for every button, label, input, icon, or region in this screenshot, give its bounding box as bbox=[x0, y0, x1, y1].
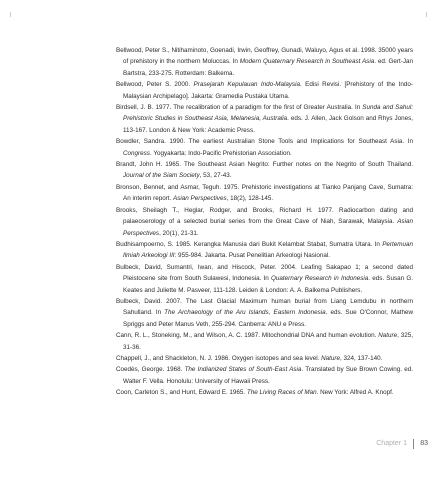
page-footer bbox=[340, 438, 430, 450]
chapter-label: Chapter 1 bbox=[376, 440, 407, 447]
reference-title-italic: Quaternary Research in Indonesia bbox=[271, 275, 369, 283]
reference-title-italic: Journal of the Siam Society bbox=[123, 172, 200, 180]
reference-text: Budhisampoerno, S. 1985. Kerangka Manusia dari Bukit Kelambat Stabat, Sumatra Utara. In bbox=[116, 240, 383, 248]
reference-text: . ed. Gert-Jan Bartstra, 233-275. Rotterdam: Balkema. bbox=[123, 58, 413, 77]
reference-text: Brandt, John H. 1965. The Southeast Asian Negrito: Further notes on the Negrito of South Thailand. bbox=[116, 161, 413, 169]
footer-divider bbox=[413, 439, 414, 449]
reference-title-italic: Prasejarah Kepulauan Indo-Malaysia bbox=[193, 81, 301, 89]
reference-entry bbox=[116, 387, 413, 398]
reference-text: , 325, 31-36. bbox=[123, 332, 413, 351]
reference-text: Bronson, Bennet, and Asmar, Teguh. 1975. Prehistoric investigations at Tianko Panjang Cave, Sumatra: An interim report. bbox=[116, 183, 413, 203]
reference-entry bbox=[116, 45, 413, 79]
reference-title-italic: Nature bbox=[378, 332, 398, 340]
reference-title-italic: The Archaeology of the Aru Islands, Eastern Indonesia bbox=[164, 309, 326, 317]
reference-text: . eds. Sue O'Connor, Mathew Spriggs and Peter Manus Veth, 255-294. Canberra: ANU e Press. bbox=[123, 309, 413, 328]
reference-entry bbox=[116, 330, 413, 353]
reference-text: , 53, 27-43. bbox=[199, 172, 232, 180]
reference-text: Brooks, Sheilagh T., Heglar, Rodger, and Brooks, Richard H. 1977. Radiocarbon dating and palaeoserology of a selected burial series from the Great Cave of Niah, Sarawak, Malaysia. bbox=[116, 206, 413, 226]
crop-mark-top-right bbox=[426, 12, 427, 17]
reference-text: . Edisi Revisi. [Prehistory of the Indo-Malaysian Archipelago]. Jakarta: Gramedia Pustaka Utama. bbox=[123, 81, 413, 100]
reference-text: Birdsell, J. B. 1977. The recalibration of a paradigm for the first of Greater Australia. In bbox=[116, 104, 363, 112]
reference-text: Cann, R. L., Stoneking, M., and Wilson, A. C. 1987. Mitochondrial DNA and human evolution. bbox=[116, 332, 379, 340]
reference-entry bbox=[116, 205, 413, 239]
reference-text: . Yogyakarta: Indo-Pacific Prehistorian Association. bbox=[149, 149, 292, 157]
reference-title-italic: Asian Perspectives bbox=[123, 218, 413, 237]
reference-entry bbox=[116, 159, 413, 182]
reference-title-italic: The Indianized States of South-East Asia bbox=[184, 366, 302, 374]
reference-title-italic: Asian Perspectives bbox=[173, 195, 227, 203]
reference-entry bbox=[116, 353, 413, 364]
reference-text: : 955-984. Jakarta. Pusat Penelitian Arkeologi Nasional. bbox=[174, 252, 330, 260]
reference-text: . eds. J. Allen, Jack Golson and Rhys Jones, 113-167. London & New York: Academic Press. bbox=[123, 115, 413, 134]
reference-text: , 324, 137-140. bbox=[340, 354, 383, 362]
reference-text: Coedès, George. 1968. bbox=[116, 366, 185, 374]
reference-text: Chappell, J., and Shackleton, N. J. 1986. Oxygen isotopes and sea level. bbox=[116, 354, 322, 362]
reference-text: , 20(1), 21-31. bbox=[159, 229, 199, 237]
reference-text: Bellwood, Peter S. 2000. bbox=[116, 81, 194, 89]
reference-text: Coon, Carleton S., and Hunt, Edward E. 1965. bbox=[116, 389, 247, 397]
reference-text: Bowdler, Sandra. 1990. The earliest Australian Stone Tools and Implications for Southeast Asia. In bbox=[116, 138, 413, 146]
reference-title-italic: Congress bbox=[123, 149, 150, 157]
reference-text: , 18(2), 128-145. bbox=[226, 195, 274, 203]
reference-title-italic: The Living Races of Man bbox=[246, 389, 317, 397]
reference-entry bbox=[116, 364, 413, 387]
reference-title-italic: Pertemuan Ilmiah Arkeologi III bbox=[123, 240, 413, 260]
reference-entry bbox=[116, 182, 413, 205]
reference-entry bbox=[116, 136, 413, 159]
reference-title-italic: Sunda and Sahul: Prehistoric Studies in Southeast Asia, Melanesia, Australia bbox=[123, 104, 414, 123]
reference-text: . Translated by Sue Brown Cowing. ed. Walter F. Vella. Honolulu: University of Hawaii Press. bbox=[123, 366, 413, 385]
reference-list bbox=[116, 45, 413, 399]
crop-mark-top-left bbox=[10, 12, 11, 17]
reference-text: . New York: Alfred A. Knopf. bbox=[316, 389, 394, 397]
reference-entry bbox=[116, 102, 413, 136]
reference-entry bbox=[116, 79, 413, 102]
reference-title-italic: Modern Quaternary Research in Southeast Asia bbox=[239, 58, 375, 66]
reference-text: Bellwood, Peter S., Nitihaminoto, Goenadi, Irwin, Geoffrey, Gunadi, Waluyo, Agus et al. 1998. 35000 years of prehistory in the northern Moluccas. In bbox=[116, 47, 413, 66]
reference-text: Bulbeck, David, Sumantri, Iwan, and Hiscock, Peter. 2004. Leafing Sakapao 1; a second dated Pleistocene site from South Sulawesi, Indonesia. In bbox=[116, 263, 413, 283]
reference-title-italic: Nature bbox=[321, 354, 341, 362]
page-number: 83 bbox=[420, 440, 428, 447]
reference-text: Bulbeck, David. 2007. The Last Glacial Maximum human burial from Liang Lemdubu in northern Sahulland. In bbox=[116, 297, 413, 317]
reference-entry bbox=[116, 239, 413, 262]
reference-entry bbox=[116, 296, 413, 330]
reference-entry bbox=[116, 262, 413, 296]
reference-text: . eds. Susan G. Keates and Juliette M. Pasveer, 111-128. Leiden & London: A. A. Balkema Publishers. bbox=[123, 275, 413, 294]
